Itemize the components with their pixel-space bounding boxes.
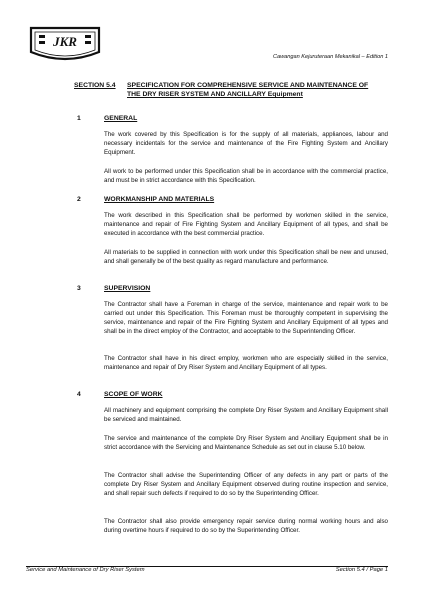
clause-paragraph: All work to be performed under this Specification shall be in accordance with the commercial practice, and must be in strict accordance with this Specification. [104, 168, 388, 184]
clause-paragraph: All machinery and equipment comprising the complete Dry Riser System and Ancillary Equipment shall be serviced and maintained. [104, 407, 388, 423]
clause-paragraph: The work described in this Specification shall be performed by workmen skilled in the service, maintenance and repair of Fire Fighting System and Ancillary Equipment of all types, and shall be executed in accordance with the best commercial practice. [104, 212, 388, 237]
clause-paragraph: The Contractor shall advise the Superintending Officer of any defects in any part or parts of the complete Dry Riser System and Ancillary Equipment observed during routine inspection and service, and shall repair such defects if required to do so by the Superintending Officer. [104, 472, 388, 497]
section-title-block [74, 81, 374, 99]
clause-number: 2 [77, 196, 81, 203]
footer-document-title: Service and Maintenance of Dry Riser System [26, 567, 145, 573]
clause-title: SUPERVISION [104, 285, 151, 292]
jkr-logo-icon [25, 22, 105, 68]
edition-label: Cawangan Kejuruteraan Mekanikal – Edition 1 [272, 54, 388, 60]
section-title: SPECIFICATION FOR COMPREHENSIVE SERVICE AND MAINTENANCE OF THE DRY RISER SYSTEM AND ANCILLARY Equipment [127, 82, 369, 98]
clause-number: 3 [77, 285, 81, 292]
section-number: SECTION 5.4 [74, 82, 116, 89]
clause-title: SCOPE OF WORK [104, 391, 163, 398]
clause-paragraph: The work covered by this Specification is for the supply of all materials, appliances, labour and necessary incidentals for the service and maintenance of the Fire Fighting System and Ancillary Equipment. [104, 131, 388, 156]
clause-paragraph: All materials to be supplied in connection with work under this Specification shall be new and unused, and shall generally be of the best quality as regard manufacture and performance. [104, 249, 388, 265]
clause-paragraph: The Contractor shall have in his direct employ, workmen who are especially skilled in the service, maintenance and repair of Dry Riser System and Ancillary Equipment of all types. [104, 355, 388, 371]
clause-paragraph: The Contractor shall have a Foreman in charge of the service, maintenance and repair work to be carried out under this Specification. This Foreman must be thoroughly competent in supervising the service, maintenance and repair of the Fire Fighting System and Ancillary Equipment of all types and shall be in the direct employ of the Contractor, and acceptable to the Superintending Officer. [104, 301, 388, 335]
clause-title: WORKMANSHIP AND MATERIALS [104, 196, 215, 203]
footer-page-number: Section 5.4 / Page 1 [335, 567, 388, 573]
jkr-logo [25, 22, 105, 68]
clause-number: 1 [77, 115, 81, 122]
clause-title: GENERAL [104, 115, 138, 122]
clause-paragraph: The Contractor shall also provide emergency repair service during normal working hours and also during overtime hours if required to do so by the Superintending Officer. [104, 518, 388, 534]
clause-paragraph: The service and maintenance of the complete Dry Riser System and Ancillary Equipment shall be in strict accordance with the Servicing and Maintenance Schedule as set out in clause 5.10 below. [104, 435, 388, 451]
clause-number: 4 [77, 391, 81, 398]
logo-text: JKR [53, 34, 77, 49]
